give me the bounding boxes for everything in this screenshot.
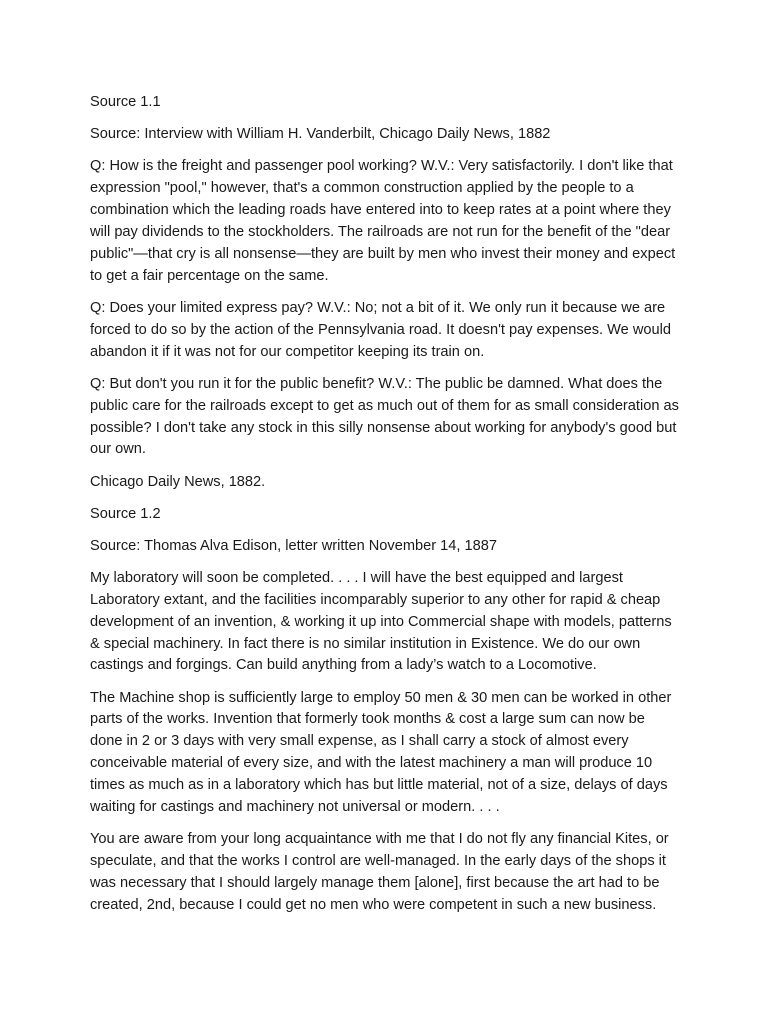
source-1-1-paragraph: Q: How is the freight and passenger pool working? W.V.: Very satisfactorily. I don't like that expression "pool," however, that's a common construction applied by the people to a combination which the leading roads have entered into to keep rates at a point where they will pay dividends to the stockholders. The railroads are not run for the benefit of the "dear public"—that cry is all nonsense—they are built by men who invest their money and expect to get a fair percentage on the same. <box>90 158 676 284</box>
source-1-2-paragraph: You are aware from your long acquaintance with me that I do not fly any financial Kites, or speculate, and that the works I control are well-managed. In the early days of the shops it was necessary that I should largely manage them [alone], first because the art had to be created, 2nd, because I could get no men who were competent in such a new business. <box>90 831 669 913</box>
source-1-2-paragraph: My laboratory will soon be completed. . . . I will have the best equipped and largest Laboratory extant, and the facilities incomparably superior to any other for rapid & cheap development of an invention, & working it up into Commercial shape with models, patterns & special machinery. In fact there is no similar institution in Existence. We do our own castings and forgings. Can build anything from a lady’s watch to a Locomotive. <box>90 569 672 674</box>
source-1-1-paragraph: Q: But don't you run it for the public benefit? W.V.: The public be damned. What does the public care for the railroads except to get as much out of them for as small consideration as possible? I don't take any stock in this silly nonsense about working for anybody's good but our own. <box>90 375 679 458</box>
source-1-2-citation: Source: Thomas Alva Edison, letter written November 14, 1887 <box>90 537 497 554</box>
document-page <box>90 92 680 927</box>
source-1-2-paragraph: The Machine shop is sufficiently large to employ 50 men & 30 men can be worked in other parts of the works. Invention that formerly took months & cost a large sum can now be done in 2 or 3 days with very small expense, as I shall carry a stock of almost every conceivable material of every size, and with the latest machinery a man will produce 10 times as much as in a laboratory which has but little material, not of a size, delays of days waiting for castings and machinery not universal or modern. . . . <box>90 689 672 816</box>
source-1-1-paragraph: Q: Does your limited express pay? W.V.: No; not a bit of it. We only run it because we are forced to do so by the action of the Pennsylvania road. It doesn't pay expenses. We would abandon it if it was not for our competitor keeping its train on. <box>90 299 671 360</box>
source-1-1-citation: Source: Interview with William H. Vanderbilt, Chicago Daily News, 1882 <box>90 126 551 143</box>
source-1-1-footer: Chicago Daily News, 1882. <box>90 473 266 490</box>
source-1-1-heading: Source 1.1 <box>90 94 161 110</box>
source-1-2-heading: Source 1.2 <box>90 505 161 522</box>
